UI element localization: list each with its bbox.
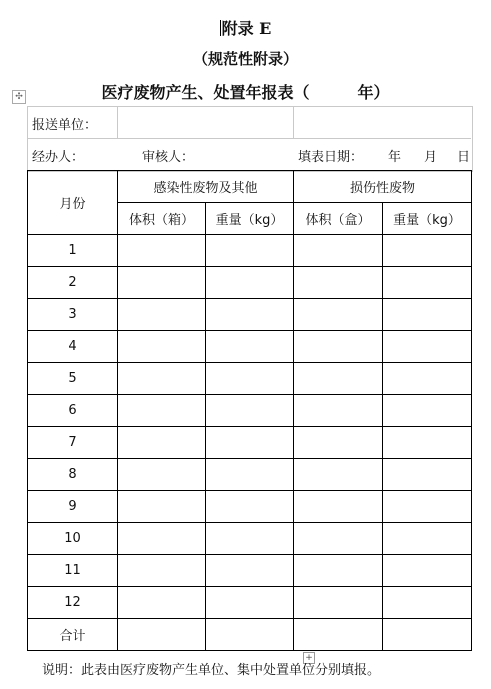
sharps-waste-header: 损伤性废物 bbox=[294, 171, 472, 203]
data-cell[interactable] bbox=[118, 331, 206, 363]
normative-label: （规范性附录） bbox=[192, 50, 298, 68]
handler-label: 经办人： bbox=[32, 150, 85, 165]
table-row bbox=[28, 395, 472, 427]
data-cell[interactable] bbox=[294, 587, 383, 619]
data-cell[interactable] bbox=[294, 363, 383, 395]
info-col-divider-2 bbox=[293, 106, 294, 138]
infectious-volume-header: 体积（箱） bbox=[118, 203, 206, 235]
data-cell[interactable] bbox=[294, 331, 383, 363]
data-cell[interactable] bbox=[206, 299, 294, 331]
month-cell: 6 bbox=[28, 395, 118, 427]
reporting-unit-label: 报送单位： bbox=[32, 118, 98, 133]
sharps-weight-header: 重量（kg） bbox=[383, 203, 472, 235]
data-cell[interactable] bbox=[206, 587, 294, 619]
data-cell[interactable] bbox=[383, 395, 472, 427]
table-row bbox=[28, 555, 472, 587]
month-cell: 1 bbox=[28, 235, 118, 267]
table-row bbox=[28, 427, 472, 459]
fill-date-label: 填表日期： bbox=[298, 150, 364, 165]
data-cell[interactable] bbox=[206, 267, 294, 299]
table-row bbox=[28, 331, 472, 363]
date-day: 日 bbox=[457, 150, 471, 165]
data-cell[interactable] bbox=[206, 523, 294, 555]
data-cell[interactable] bbox=[118, 363, 206, 395]
data-cell[interactable] bbox=[294, 427, 383, 459]
data-cell[interactable] bbox=[118, 587, 206, 619]
table-row bbox=[28, 299, 472, 331]
data-cell[interactable] bbox=[383, 427, 472, 459]
data-cell[interactable] bbox=[294, 491, 383, 523]
data-cell[interactable] bbox=[383, 267, 472, 299]
data-cell[interactable] bbox=[294, 555, 383, 587]
data-cell[interactable] bbox=[206, 363, 294, 395]
add-row-plus-icon[interactable]: + bbox=[303, 652, 315, 664]
data-cell[interactable] bbox=[206, 555, 294, 587]
month-cell: 3 bbox=[28, 299, 118, 331]
data-cell[interactable] bbox=[206, 427, 294, 459]
month-cell: 9 bbox=[28, 491, 118, 523]
data-cell[interactable] bbox=[383, 555, 472, 587]
data-cell[interactable] bbox=[294, 267, 383, 299]
waste-report-table bbox=[27, 170, 472, 651]
data-cell[interactable] bbox=[294, 299, 383, 331]
month-cell: 12 bbox=[28, 587, 118, 619]
table-move-handle-icon[interactable]: ✣ bbox=[12, 90, 26, 104]
appendix-title: 附录 E bbox=[221, 19, 272, 38]
month-cell: 2 bbox=[28, 267, 118, 299]
data-cell[interactable] bbox=[206, 395, 294, 427]
date-year: 年 bbox=[388, 150, 402, 165]
data-cell[interactable] bbox=[206, 619, 294, 651]
table-row bbox=[28, 363, 472, 395]
data-cell[interactable] bbox=[383, 587, 472, 619]
infectious-weight-header: 重量（kg） bbox=[206, 203, 294, 235]
info-col-divider bbox=[117, 106, 118, 138]
data-cell[interactable] bbox=[118, 619, 206, 651]
data-cell[interactable] bbox=[294, 395, 383, 427]
date-month: 月 bbox=[424, 150, 438, 165]
month-cell: 11 bbox=[28, 555, 118, 587]
data-cell[interactable] bbox=[383, 363, 472, 395]
month-header: 月份 bbox=[28, 171, 118, 235]
data-cell[interactable] bbox=[206, 491, 294, 523]
total-cell: 合计 bbox=[28, 619, 118, 651]
data-cell[interactable] bbox=[294, 619, 383, 651]
data-cell[interactable] bbox=[118, 299, 206, 331]
data-cell[interactable] bbox=[206, 331, 294, 363]
data-cell[interactable] bbox=[118, 235, 206, 267]
data-cell[interactable] bbox=[206, 459, 294, 491]
table-row bbox=[28, 587, 472, 619]
table-row-total bbox=[28, 619, 472, 651]
sharps-volume-header: 体积（盒） bbox=[294, 203, 383, 235]
data-cell[interactable] bbox=[383, 523, 472, 555]
data-cell[interactable] bbox=[383, 235, 472, 267]
data-cell[interactable] bbox=[383, 491, 472, 523]
form-title: 医疗废物产生、处置年报表（ 年） bbox=[101, 83, 390, 102]
data-cell[interactable] bbox=[383, 459, 472, 491]
table-row bbox=[28, 491, 472, 523]
month-cell: 8 bbox=[28, 459, 118, 491]
data-cell[interactable] bbox=[383, 331, 472, 363]
footnote: 说明：此表由医疗废物产生单位、集中处置单位分别填报。 bbox=[42, 663, 381, 678]
table-row bbox=[28, 235, 472, 267]
reviewer-label: 审核人： bbox=[142, 150, 195, 165]
text-cursor bbox=[220, 20, 221, 36]
data-cell[interactable] bbox=[118, 523, 206, 555]
data-cell[interactable] bbox=[118, 459, 206, 491]
data-cell[interactable] bbox=[118, 555, 206, 587]
month-cell: 7 bbox=[28, 427, 118, 459]
data-cell[interactable] bbox=[118, 395, 206, 427]
data-cell[interactable] bbox=[118, 491, 206, 523]
month-cell: 10 bbox=[28, 523, 118, 555]
data-cell[interactable] bbox=[118, 427, 206, 459]
data-cell[interactable] bbox=[118, 267, 206, 299]
month-cell: 5 bbox=[28, 363, 118, 395]
data-cell[interactable] bbox=[294, 523, 383, 555]
table-row bbox=[28, 459, 472, 491]
table-row bbox=[28, 523, 472, 555]
data-cell[interactable] bbox=[294, 459, 383, 491]
month-cell: 4 bbox=[28, 331, 118, 363]
data-cell[interactable] bbox=[383, 619, 472, 651]
infectious-waste-header: 感染性废物及其他 bbox=[118, 171, 294, 203]
table-row bbox=[28, 267, 472, 299]
info-divider bbox=[27, 138, 471, 139]
data-cell[interactable] bbox=[206, 235, 294, 267]
data-cell[interactable] bbox=[294, 235, 383, 267]
data-cell[interactable] bbox=[383, 299, 472, 331]
